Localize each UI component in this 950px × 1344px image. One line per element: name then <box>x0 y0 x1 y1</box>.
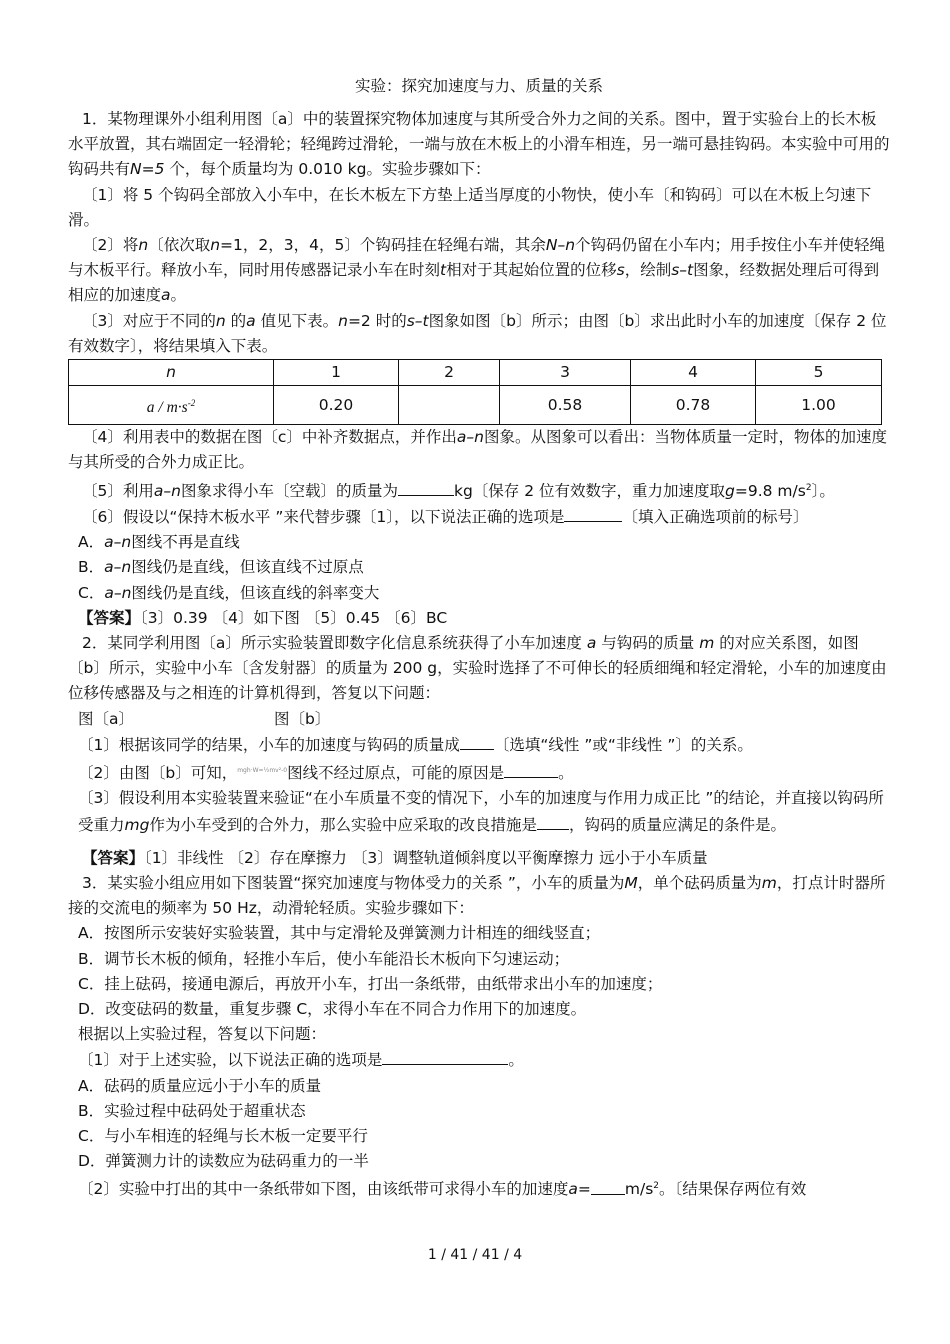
q3-step-c: C．挂上砝码，接通电源后，再放开小车，打出一条纸带，由纸带求出小车的加速度； <box>78 974 663 993</box>
table-row <box>69 386 882 425</box>
table-header-label: n <box>69 360 274 386</box>
figure-a-label: 图〔a〕 <box>78 709 134 728</box>
q1-step-5: 〔5〕利用a–n图象求得小车〔空载〕的质量为 kg〔保存 2 位有效数字，重力加速度取g=9.8 $m/s^2$〕。 <box>68 476 890 504</box>
q3-intro: 3．某实验小组应用如下图装置“探究加速度与物体受力的关系 ”，小车的质量为M，单个砝码质量为m，打点计时器所接的交流电的频率为 50 Hz，动滑轮轻质。实验步骤如下： <box>68 874 886 918</box>
q1-option-a: A．a–n图线不再是直线 <box>78 533 240 552</box>
table-cell: 0.58 <box>500 386 631 425</box>
q1-step-1: 〔1〕将 5 个钩码全部放入小车中，在长木板左下方垫上适当厚度的小物快，使小车〔和钩码〕可以在木板上匀速下滑。 <box>68 185 872 229</box>
q3-question-2: 〔2〕实验中打出的其中一条纸带如下图，由该纸带可求得小车的加速度$a= m/s^2$。〔结果保存两位有效 <box>68 1174 890 1202</box>
table-cell: 0.78 <box>631 386 756 425</box>
q1-intro: 1．某物理课外小组利用图〔a〕中的装置探究物体加速度与其所受合外力之间的关系。图中，置于实验台上的长木板水平放置，其右端固定一轻滑轮；轻绳跨过滑轮，一端与放在木板上的小滑车相连，另一端可悬挂钩码。本实验中可用的钩码共有N=5 个，每个质量均为 0.010 kg。实验步骤如下： <box>68 110 890 179</box>
table-cell: 0.20 <box>274 386 399 425</box>
answer-blank[interactable] <box>460 732 494 750</box>
table-cell: 1 <box>274 360 399 386</box>
q3-instructions: 根据以上实验过程，答复以下问题： <box>78 1025 327 1044</box>
answer-blank[interactable] <box>591 1177 625 1195</box>
q1-option-c: C．a–n图线仍是直线，但该直线的斜率变大 <box>78 583 380 602</box>
q1-answer: 【答案】〔3〕0.39 〔4〕如下图 〔5〕0.45 〔6〕BC <box>78 608 448 627</box>
q3-option-d: D．弹簧测力计的读数应为砝码重力的一半 <box>78 1152 369 1171</box>
table-cell: 5 <box>756 360 882 386</box>
page-footer: 1 / 41 / 41 / 4 <box>427 1247 523 1263</box>
q2-step-1: 〔1〕根据该同学的结果，小车的加速度与钩码的质量成 〔选填“线性 ”或“非线性 ”〕的关系。 <box>68 732 890 758</box>
q3-step-b: B．调节长木板的倾角，轻推小车后，使小车能沿长木板向下匀速运动； <box>78 949 570 968</box>
q2-intro: 2．某同学利用图〔a〕所示实验装置即数字化信息系统获得了小车加速度 a 与钩码的质量 m 的对应关系图，如图〔b〕所示，实验中小车〔含发射器〕的质量为 200 g，实验时选择了不可伸长的轻质细绳和轻定滑轮，小车的加速度由位移传感器及与之相连的计算机得到，答复以下问题： <box>68 634 887 703</box>
q2-figure-labels <box>68 707 890 732</box>
table-row-label: $a / m\cdot s^{-2}$ <box>69 386 274 425</box>
formula-thumbnail: mgh·W=½mv²-0 <box>237 767 288 775</box>
q3-question-1: 〔1〕对于上述实验，以下说法正确的选项是 。 <box>68 1047 890 1073</box>
q2-answer: 【答案】〔1〕非线性 〔2〕存在摩擦力 〔3〕调整轨道倾斜度以平衡摩擦力 远小于小车质量 <box>82 848 708 867</box>
q1-step-4: 〔4〕利用表中的数据在图〔c〕中补齐数据点，并作出a–n图象。从图象可以看出：当物体质量一定时，物体的加速度与其所受的合外力成正比。 <box>68 428 887 472</box>
q1-step-6: 〔6〕假设以“保持木板水平 ”来代替步骤〔1〕，以下说法正确的选项是 〔填入正确选项前的标号〕 <box>68 504 890 530</box>
page-title: 实验：探究加速度与力、质量的关系 <box>354 77 603 95</box>
answer-blank[interactable] <box>537 812 569 830</box>
q1-data-table <box>68 359 882 425</box>
q2-step-3: 〔3〕假设利用本实验装置来验证“在小车质量不变的情况下，小车的加速度与作用力成正比 ”的结论，并直接以钩码所受重力mg作为小车受到的合外力，那么实验中应采取的改良措施是 ，钩码的质量应满足的条件是。 <box>78 789 884 834</box>
q3-option-b: B．实验过程中砝码处于超重状态 <box>78 1101 306 1120</box>
q3-option-a: A．砝码的质量应远小于小车的质量 <box>78 1076 322 1095</box>
table-cell: 2 <box>399 360 500 386</box>
answer-blank[interactable] <box>504 760 558 778</box>
q3-step-d: D．改变砝码的数量，重复步骤 C，求得小车在不同合力作用下的加速度。 <box>78 1000 587 1019</box>
answer-blank[interactable] <box>382 1047 508 1065</box>
q1-step-3: 〔3〕对应于不同的n 的a 值见下表。n=2 时的s–t图象如图〔b〕所示；由图〔b〕求出此时小车的加速度〔保存 2 位有效数字〕，将结果填入下表。 <box>68 311 887 355</box>
q1-step-2: 〔2〕将n〔依次取n=1，2，3，4，5〕个钩码挂在轻绳右端，其余N–n个钩码仍留在小车内；用手按住小车并使轻绳与木板平行。释放小车，同时用传感器记录小车在时刻t相对于其起始位置的位移s，绘制s–t图象，经数据处理后可得到相应的加速度a。 <box>68 236 886 305</box>
table-cell: 1.00 <box>756 386 882 425</box>
q3-step-a: A．按图所示安装好实验装置，其中与定滑轮及弹簧测力计相连的细线竖直； <box>78 924 601 943</box>
table-header-row <box>69 360 882 386</box>
table-cell: 4 <box>631 360 756 386</box>
q3-option-c: C．与小车相连的轻绳与长木板一定要平行 <box>78 1127 368 1146</box>
table-cell: 3 <box>500 360 631 386</box>
q1-option-b: B．a–n图线仍是直线，但该直线不过原点 <box>78 558 364 577</box>
table-cell <box>399 386 500 425</box>
figure-b-label: 图〔b〕 <box>274 709 331 728</box>
document-body <box>68 107 890 1203</box>
q2-step-2: 〔2〕由图〔b〕可知，$^{mgh\cdot W=\frac{1}{2}mv^2-0}$图线不经过原点，可能的原因是 。 <box>68 758 890 786</box>
answer-blank[interactable] <box>564 504 622 522</box>
answer-blank[interactable] <box>398 478 454 496</box>
